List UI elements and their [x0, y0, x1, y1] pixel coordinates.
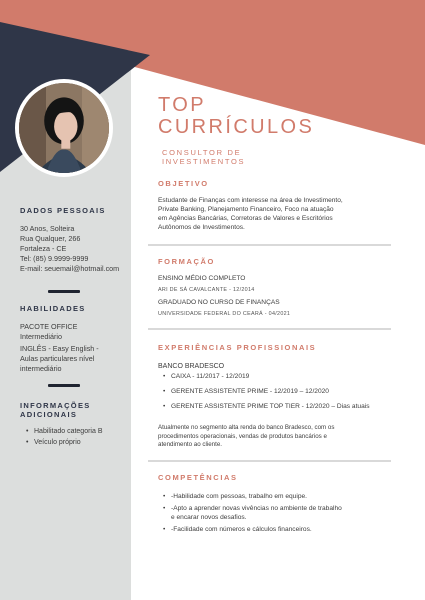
- skills-line: PACOTE OFFICE: [20, 322, 78, 331]
- competency-item-continued: e encarar novos desafios.: [171, 514, 247, 521]
- list-item: • Habilitado categoria B: [26, 426, 103, 437]
- experience-roles-list: [163, 372, 370, 411]
- objective-line: em Agências Bancárias, Corretoras de Valores e Escritórios: [158, 215, 333, 222]
- skills-line: Intermediário: [20, 332, 62, 341]
- personal-line: Rua Qualquer, 266: [20, 234, 81, 243]
- competencies-heading: COMPETÊNCIAS: [158, 473, 238, 482]
- resume-subtitle: [162, 148, 245, 166]
- skills-line: Aulas particulares nível: [20, 354, 95, 363]
- additional-heading-line-1: INFORMAÇÕES: [20, 401, 91, 410]
- additional-info-list: [26, 426, 103, 448]
- objective-line: Estudante de Finanças com interesse na área de Investimento,: [158, 197, 343, 204]
- personal-line: 30 Anos, Solteira: [20, 224, 75, 233]
- additional-heading-line-2: ADICIONAIS: [20, 410, 78, 419]
- education-title: GRADUADO NO CURSO DE FINANÇAS: [158, 299, 280, 306]
- skills-block: [20, 322, 99, 374]
- section-divider: [148, 460, 391, 462]
- sidebar-divider: [48, 290, 80, 293]
- objective-text: [158, 196, 343, 232]
- role-item: • GERENTE ASSISTENTE PRIME TOP TIER - 12/2020 – Dias atuais: [163, 402, 370, 411]
- list-item: • Veículo próprio: [26, 437, 103, 448]
- competency-item: • -Facilidade com números e cálculos financeiros.: [163, 525, 395, 534]
- section-divider: [148, 328, 391, 330]
- education-title: ENSINO MÉDIO COMPLETO: [158, 275, 246, 282]
- personal-line: E-mail: seuemail@hotmail.com: [20, 264, 120, 273]
- skills-heading: HABILIDADES: [20, 304, 86, 313]
- personal-line: Fortaleza - CE: [20, 244, 67, 253]
- objective-line: Private Banking, Planejamento Financeiro, Foco na atuação: [158, 206, 334, 213]
- education-detail: UNIVERSIDADE FEDERAL DO CEARÁ - 04/2021: [158, 311, 291, 317]
- subtitle-line-1: CONSULTOR DE: [162, 148, 242, 157]
- sidebar-divider: [48, 384, 80, 387]
- skills-line: INGLÊS - Easy English -: [20, 344, 99, 353]
- company-name: BANCO BRADESCO: [158, 363, 225, 370]
- title-line-1: TOP: [158, 94, 206, 116]
- education-detail: ARI DE SÁ CAVALCANTE - 12/2014: [158, 287, 255, 293]
- experience-description: [158, 424, 334, 450]
- personal-data-block: [20, 224, 119, 274]
- profile-photo: [15, 79, 113, 177]
- experience-heading: EXPERIÊNCIAS PROFISSIONAIS: [158, 343, 317, 352]
- section-divider: [148, 244, 391, 246]
- competency-item: • -Habilidade com pessoas, trabalho em equipe.: [163, 492, 395, 501]
- skills-line: intermediário: [20, 364, 62, 373]
- objective-heading: OBJETIVO: [158, 179, 209, 188]
- objective-line: Autônomos de Investimentos.: [158, 224, 245, 231]
- resume-title: [158, 94, 314, 138]
- title-line-2: CURRÍCULOS: [158, 116, 315, 138]
- additional-info-heading: [20, 401, 91, 419]
- personal-data-heading: DADOS PESSOAIS: [20, 206, 106, 215]
- competencies-list: [163, 492, 395, 534]
- role-item: • CAIXA - 11/2017 - 12/2019: [163, 372, 370, 381]
- experience-line: Atualmente no segmento alta renda do banco Bradesco, com os: [158, 424, 335, 431]
- education-heading: FORMAÇÃO: [158, 257, 215, 266]
- personal-line: Tel: (85) 9.9999-9999: [20, 254, 89, 263]
- experience-line: procedimentos operacionais, vendas de produtos bancários e: [158, 432, 327, 440]
- experience-line: atendimento ao cliente.: [158, 441, 222, 449]
- subtitle-line-2: INVESTIMENTOS: [162, 157, 246, 166]
- role-item: • GERENTE ASSISTENTE PRIME - 12/2019 – 12/2020: [163, 387, 370, 396]
- competency-item: • -Apto a aprender novas vivências no ambiente de trabalho: [163, 504, 395, 513]
